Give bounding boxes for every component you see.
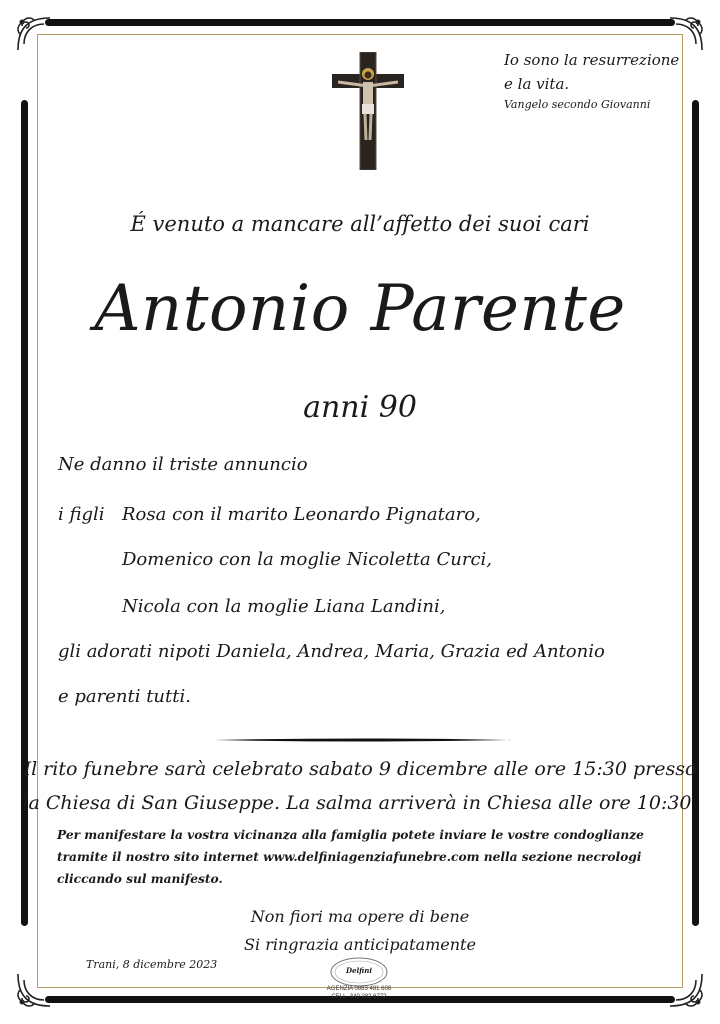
figli-line: [58, 504, 481, 525]
notice-line: cliccando sul manifesto.: [57, 872, 223, 886]
intro-line: É venuto a mancare all’affetto dei suoi cari: [130, 212, 590, 236]
closing-line: Si ringrazia anticipatamente: [244, 935, 476, 954]
deceased-age: anni 90: [303, 390, 417, 425]
figli-label: i figli: [58, 504, 105, 525]
agency-cell: CELL. 340 282 6772: [331, 994, 387, 1000]
figli-first: Rosa con il marito Leonardo Pignataro,: [122, 504, 481, 525]
corner-ornament-icon: [14, 14, 54, 54]
agency-logo: [318, 956, 400, 1001]
notice-date: Trani, 8 dicembre 2023: [86, 958, 218, 971]
corner-ornament-icon: [666, 970, 706, 1010]
figli-third: Nicola con la moglie Liana Landini,: [122, 596, 446, 617]
quote-line: e la vita.: [504, 75, 570, 93]
divider: [214, 727, 512, 731]
deceased-name: Antonio Parente: [94, 272, 626, 346]
quote-line: Io sono la resurrezione: [504, 51, 680, 69]
quote-source: Vangelo secondo Giovanni: [504, 98, 651, 111]
scripture-quote: [504, 48, 679, 111]
announcement-lead: Ne danno il triste annuncio: [58, 454, 308, 475]
agency-name: Delfini: [345, 966, 373, 975]
crucifix-icon: [328, 52, 408, 170]
closing-lines: [0, 903, 720, 959]
figli-second: Domenico con la moglie Nicoletta Curci,: [122, 549, 493, 570]
rite-info: [0, 752, 720, 820]
rite-line: Il rito funebre sarà celebrato sabato 9 dicembre alle ore 15:30 presso: [23, 758, 697, 780]
frame-bar-top: [45, 19, 675, 26]
agency-phone: AGENZIA 0883 481 608: [326, 986, 392, 992]
nipoti-line: gli adorati nipoti Daniela, Andrea, Maria, Grazia ed Antonio: [58, 641, 605, 662]
notice-line: Per manifestare la vostra vicinanza alla famiglia potete inviare le vostre condoglianze: [57, 828, 644, 842]
corner-ornament-icon: [14, 970, 54, 1010]
closing-line: Non fiori ma opere di bene: [250, 907, 470, 926]
parenti-line: e parenti tutti.: [58, 686, 191, 707]
notice-line: tramite il nostro sito internet www.delfiniagenziafunebre.com nella sezione necrologi: [57, 850, 642, 864]
rite-line: la Chiesa di San Giuseppe. La salma arriverà in Chiesa alle ore 10:30.: [22, 792, 698, 814]
condolence-notice: [57, 824, 677, 890]
